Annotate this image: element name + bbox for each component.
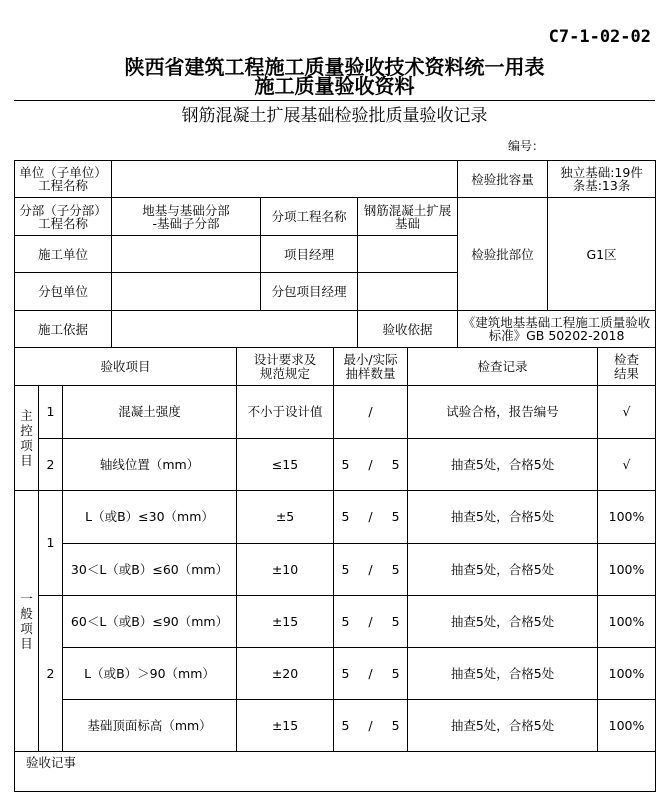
main-control-category [15,386,39,491]
division-label: 分部（子分部） 工程名称 [15,198,112,236]
unit-project-value [112,161,458,198]
header-item: 验收项目 [15,348,237,386]
acceptance-basis-label: 验收依据 [358,311,458,348]
item-requirement: ≤15 [237,439,334,491]
item-record: 抽查5处，合格5处 [408,648,598,700]
item-record: 试验合格，报告编号 [408,386,598,439]
batch-capacity-value: 独立基础:19件 条基:13条 [548,161,656,198]
item-requirement: ±15 [237,700,334,752]
info-row [15,161,656,198]
item-requirement: ±20 [237,648,334,700]
item-result: 100% [598,596,656,648]
item-name: 混凝土强度 [63,386,237,439]
item-sampling: / [334,386,408,439]
item-record: 抽查5处，合格5处 [408,596,598,648]
batch-location-label: 检验批部位 [458,198,548,311]
info-table [14,160,656,348]
item-name: L（或B）＞90（mm） [63,648,237,700]
item-name: 60＜L（或B）≤90（mm） [63,596,237,648]
item-record: 抽查5处，合格5处 [408,491,598,544]
form-subtitle: 钢筋混凝土扩展基础检验批质量验收记录 [181,106,488,126]
item-record: 抽查5处，合格5处 [408,700,598,752]
batch-capacity-label: 检验批容量 [458,161,548,198]
item-sampling: 5 / 5 [334,596,408,648]
item-number: 2 [39,439,63,491]
item-name: L（或B）≤30（mm） [63,491,237,544]
table-row [15,491,656,544]
item-record: 抽查5处，合格5处 [408,439,598,491]
inspection-header-row [15,348,656,386]
item-result: √ [598,439,656,491]
item-sampling: 5 / 5 [334,700,408,752]
acceptance-basis-value: 《建筑地基基础工程施工质量验收 标准》GB 50202-2018 [458,311,656,348]
division-value: 地基与基础分部 -基础子分部 [112,198,261,236]
unit-project-label: 单位（子单位） 工程名称 [15,161,112,198]
table-row [15,648,656,700]
item-name: 30＜L（或B）≤60（mm） [63,544,237,596]
subitem-label: 分项工程名称 [261,198,358,236]
project-manager-label: 项目经理 [261,236,358,273]
group-number: 2 [39,596,63,752]
table-row [15,700,656,752]
table-row [15,544,656,596]
item-name: 基础顶面标高（mm） [63,700,237,752]
item-result: 100% [598,700,656,752]
project-manager-value [358,236,458,273]
sub-project-manager-value [358,273,458,311]
remarks-label: 验收记事 [15,752,656,792]
subcontractor-value [112,273,261,311]
item-requirement: ±5 [237,491,334,544]
item-name: 轴线位置（mm） [63,439,237,491]
header-design-requirement: 设计要求及 规范规定 [237,348,334,386]
main-control-label: 主控项目 [20,408,33,468]
title-divider [14,100,655,101]
subitem-value: 钢筋混凝土扩展 基础 [358,198,458,236]
table-row [15,596,656,648]
header-sampling: 最小/实际 抽样数量 [334,348,408,386]
construction-basis-value [112,311,358,348]
group-number: 1 [39,491,63,596]
sub-project-manager-label: 分包项目经理 [261,273,358,311]
info-row [15,311,656,348]
contractor-value [112,236,261,273]
form-title-line1: 陕西省建筑工程施工质量验收技术资料统一用表 [124,55,545,79]
serial-number-label: 编号： [508,139,545,153]
item-requirement: ±15 [237,596,334,648]
table-row [15,439,656,491]
form-title-line2: 施工质量验收资料 [254,74,415,98]
item-result: 100% [598,648,656,700]
header-record: 检查记录 [408,348,598,386]
item-number: 1 [39,386,63,439]
construction-basis-label: 施工依据 [15,311,112,348]
item-sampling: 5 / 5 [334,439,408,491]
item-sampling: 5 / 5 [334,491,408,544]
batch-location-value: G1区 [548,198,656,311]
item-sampling: 5 / 5 [334,544,408,596]
item-requirement: 不小于设计值 [237,386,334,439]
item-result: 100% [598,491,656,544]
info-row [15,198,656,236]
table-row [15,386,656,439]
item-sampling: 5 / 5 [334,648,408,700]
inspection-table [14,347,656,792]
general-category [15,491,39,752]
contractor-label: 施工单位 [15,236,112,273]
form-code: C7-1-02-02 [548,27,651,47]
general-label: 一般项目 [20,591,33,651]
item-record: 抽查5处，合格5处 [408,544,598,596]
header-result: 检查 结果 [598,348,656,386]
item-requirement: ±10 [237,544,334,596]
subcontractor-label: 分包单位 [15,273,112,311]
item-result: 100% [598,544,656,596]
remarks-row [15,752,656,792]
item-result: √ [598,386,656,439]
